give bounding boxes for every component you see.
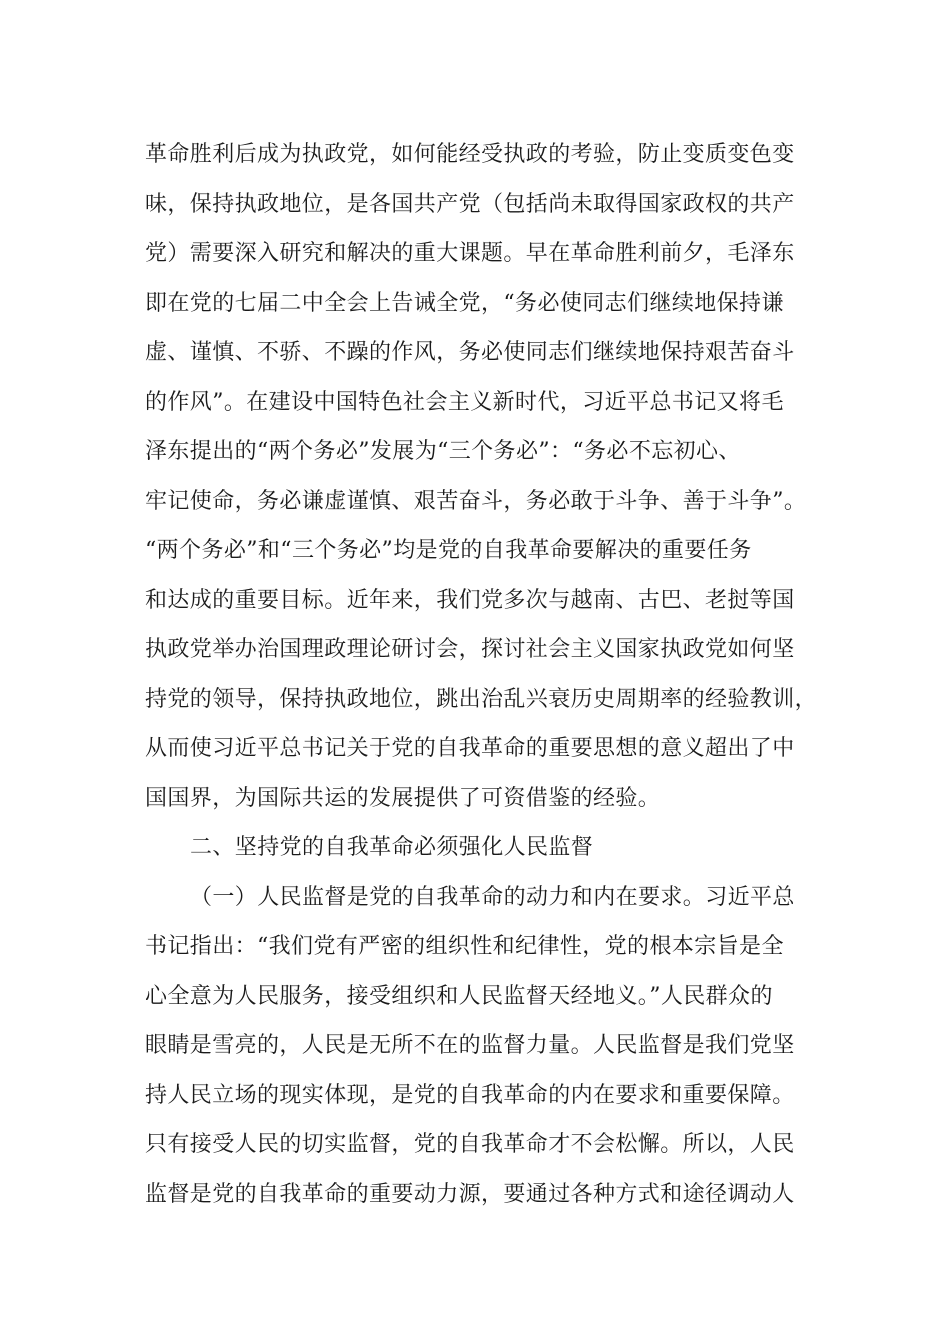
text-line: 持党的领导，保持执政地位，跳出治乱兴衰历史周期率的经验教训， [145,686,818,712]
text-line: 执政党举办治国理政理论研讨会，探讨社会主义国家执政党如何坚 [145,637,795,662]
text-line: 泽东提出的“两个务必”发展为“三个务必”：“务必不忘初心、 [145,439,741,464]
text-line: 党）需要深入研究和解决的重大课题。早在革命胜利前夕，毛泽东 [145,241,795,266]
text-line: 即在党的七届二中全会上告诫全党，“务必使同志们继续地保持谦 [145,290,784,316]
text-line: 心全意为人民服务，接受组织和人民监督天经地义。”人民群众的 [145,983,773,1009]
section-heading: 二、坚持党的自我革命必须强化人民监督 [190,835,594,860]
text-line: 和达成的重要目标。近年来，我们党多次与越南、古巴、老挝等国 [145,587,795,613]
text-line: 的作风”。在建设中国特色社会主义新时代，习近平总书记又将毛 [145,389,784,415]
text-line: 革命胜利后成为执政党，如何能经受执政的考验，防止变质变色变 [145,142,795,167]
text-line: 监督是党的自我革命的重要动力源，要通过各种方式和途径调动人 [145,1181,795,1207]
text-line: 持人民立场的现实体现，是党的自我革命的内在要求和重要保障。 [145,1082,795,1108]
body-text [145,130,845,1219]
text-line: 牢记使命，务必谦虚谨慎、艰苦奋斗，务必敢于斗争、善于斗争”。 [145,488,807,514]
text-line: 国国界，为国际共运的发展提供了可资借鉴的经验。 [145,785,661,811]
text-line: 书记指出：“我们党有严密的组织性和纪律性，党的根本宗旨是全 [145,934,784,959]
text-line: （一）人民监督是党的自我革命的动力和内在要求。习近平总 [190,884,795,910]
text-line: 眼睛是雪亮的，人民是无所不在的监督力量。人民监督是我们党坚 [145,1033,795,1058]
text-line: 从而使习近平总书记关于党的自我革命的重要思想的意义超出了中 [145,736,795,761]
text-line: 虚、谨慎、不骄、不躁的作风，务必使同志们继续地保持艰苦奋斗 [145,340,795,365]
text-line: 味，保持执政地位，是各国共产党（包括尚未取得国家政权的共产 [145,191,795,217]
text-line: 只有接受人民的切实监督，党的自我革命才不会松懈。所以，人民 [145,1132,795,1157]
text-line: “两个务必”和“三个务必”均是党的自我革命要解决的重要任务 [145,538,752,563]
